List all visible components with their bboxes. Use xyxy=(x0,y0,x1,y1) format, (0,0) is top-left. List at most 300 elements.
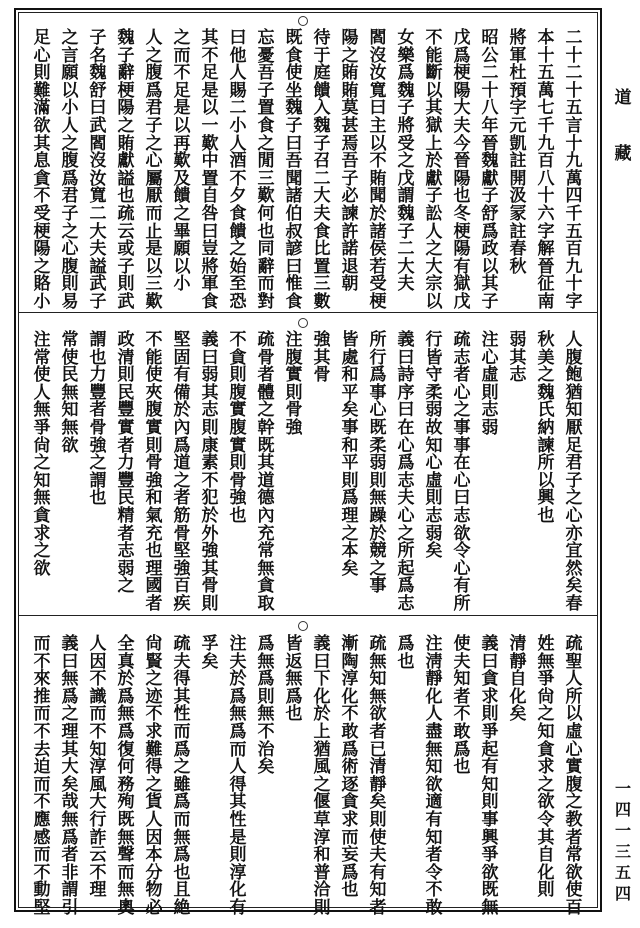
glyph: 不 xyxy=(425,880,443,901)
binding-hole-icon xyxy=(298,318,308,328)
glyph: 之 xyxy=(173,203,191,224)
text-column xyxy=(308,30,336,312)
glyph: 淳 xyxy=(229,862,247,883)
glyph: 既 xyxy=(481,880,499,901)
glyph: 之 xyxy=(565,488,583,509)
glyph: 大 xyxy=(453,98,471,119)
glyph: 事 xyxy=(369,576,387,597)
text-column xyxy=(504,636,532,724)
glyph: 則 xyxy=(229,453,247,474)
glyph: 三 xyxy=(257,168,275,189)
glyph: 爲 xyxy=(61,686,79,707)
glyph: 無 xyxy=(61,669,79,690)
glyph: 和 xyxy=(313,845,331,866)
glyph: 他 xyxy=(229,45,247,66)
text-column xyxy=(504,30,532,276)
glyph: 武 xyxy=(117,291,135,312)
glyph: 化 xyxy=(229,880,247,901)
glyph: 以 xyxy=(145,256,163,277)
glyph: 之 xyxy=(397,151,415,172)
glyph: 義 xyxy=(313,634,331,654)
glyph: 君 xyxy=(565,453,583,474)
glyph: 食 xyxy=(313,221,331,242)
glyph: 十 xyxy=(565,133,583,154)
glyph: 者 xyxy=(89,400,107,421)
glyph: 歎 xyxy=(257,186,275,207)
text-column xyxy=(224,332,252,526)
glyph: 和 xyxy=(341,365,359,386)
glyph: 義 xyxy=(397,330,415,350)
glyph: 皆 xyxy=(425,347,443,368)
glyph: 知 xyxy=(369,669,387,690)
glyph: 逐 xyxy=(341,774,359,795)
glyph: 訟 xyxy=(425,203,443,224)
glyph: 其 xyxy=(33,133,51,154)
glyph: 知 xyxy=(425,757,443,778)
glyph: 之 xyxy=(173,470,191,491)
text-column xyxy=(420,332,448,561)
vertical-char: 一 xyxy=(614,779,631,798)
text-column xyxy=(112,30,140,312)
glyph: 梗 xyxy=(369,291,387,312)
glyph: 爭 xyxy=(481,721,499,742)
glyph: 字 xyxy=(509,98,527,119)
text-column xyxy=(476,332,504,438)
glyph: 真 xyxy=(117,651,135,672)
glyph: 子 xyxy=(397,221,415,242)
glyph: 欲 xyxy=(425,774,443,795)
glyph: 將 xyxy=(509,28,527,48)
glyph: 爲 xyxy=(173,845,191,866)
glyph: 酒 xyxy=(229,151,247,172)
glyph: 十 xyxy=(481,80,499,101)
text-column xyxy=(56,636,84,918)
glyph: 則 xyxy=(117,274,135,295)
glyph: 草 xyxy=(313,809,331,830)
glyph: 之 xyxy=(117,115,135,136)
glyph: 起 xyxy=(481,739,499,760)
glyph: 無 xyxy=(61,809,79,830)
glyph: 哉 xyxy=(61,792,79,813)
glyph: 者 xyxy=(257,365,275,386)
glyph: 爲 xyxy=(481,221,499,242)
glyph: 民 xyxy=(61,365,79,386)
glyph: 迫 xyxy=(33,757,51,778)
glyph: 心 xyxy=(481,347,499,368)
glyph: 不 xyxy=(89,669,107,690)
glyph: 難 xyxy=(145,739,163,760)
glyph: 而 xyxy=(229,739,247,760)
glyph: 志 xyxy=(481,400,499,421)
glyph: 之 xyxy=(33,541,51,562)
glyph: 爲 xyxy=(397,63,415,84)
glyph: 亦 xyxy=(565,523,583,544)
glyph: 得 xyxy=(229,774,247,795)
glyph: 使 xyxy=(565,880,583,901)
glyph: 筋 xyxy=(173,505,191,526)
glyph: 而 xyxy=(173,809,191,830)
glyph: 聲 xyxy=(117,845,135,866)
text-section-top xyxy=(0,30,640,310)
glyph: 也 xyxy=(117,186,135,207)
glyph: 則 xyxy=(61,274,79,295)
glyph: 爲 xyxy=(173,792,191,813)
glyph: 息 xyxy=(33,151,51,172)
glyph: 曰 xyxy=(453,488,471,509)
glyph: 淸 xyxy=(425,651,443,672)
glyph: 於 xyxy=(425,151,443,172)
glyph: 爲 xyxy=(453,45,471,66)
glyph: 貪 xyxy=(537,739,555,760)
glyph: 故 xyxy=(425,417,443,438)
glyph: 至 xyxy=(229,274,247,295)
glyph: 也 xyxy=(397,651,415,672)
glyph: 豐 xyxy=(117,400,135,421)
glyph: 而 xyxy=(33,774,51,795)
glyph: 然 xyxy=(565,558,583,579)
text-column xyxy=(168,332,196,614)
glyph: 不 xyxy=(257,721,275,742)
glyph: 之 xyxy=(453,400,471,421)
glyph: 賄 xyxy=(117,133,135,154)
glyph: 夫 xyxy=(453,651,471,672)
glyph: 而 xyxy=(145,203,163,224)
glyph: 於 xyxy=(369,523,387,544)
glyph: 杜 xyxy=(509,63,527,84)
glyph: 常 xyxy=(33,347,51,368)
vertical-char: 四 xyxy=(614,884,631,903)
text-column xyxy=(140,30,168,312)
glyph: 子 xyxy=(313,133,331,154)
glyph: 靜 xyxy=(425,669,443,690)
glyph: 者 xyxy=(425,845,443,866)
glyph: 戊 xyxy=(453,291,471,312)
glyph: 風 xyxy=(313,757,331,778)
glyph: 不 xyxy=(173,63,191,84)
glyph: 預 xyxy=(509,80,527,101)
text-column xyxy=(112,332,140,596)
glyph: 子 xyxy=(397,98,415,119)
glyph: 召 xyxy=(313,151,331,172)
glyph: 無 xyxy=(285,669,303,690)
glyph: 五 xyxy=(565,98,583,119)
glyph: 貪 xyxy=(481,669,499,690)
glyph: 爲 xyxy=(397,634,415,654)
glyph: 魏 xyxy=(117,28,135,48)
glyph: 爲 xyxy=(257,669,275,690)
glyph: 競 xyxy=(369,541,387,562)
glyph: 人 xyxy=(145,28,163,48)
glyph: 注 xyxy=(229,634,247,654)
glyph: 願 xyxy=(173,239,191,260)
text-column xyxy=(532,332,560,526)
glyph: 則 xyxy=(341,470,359,491)
glyph: 之 xyxy=(33,256,51,277)
text-column xyxy=(28,30,56,312)
glyph: 義 xyxy=(61,634,79,654)
text-column xyxy=(392,636,420,671)
glyph: 無 xyxy=(257,704,275,725)
text-column xyxy=(196,30,224,312)
glyph: 爲 xyxy=(341,488,359,509)
glyph: 腹 xyxy=(285,347,303,368)
glyph: 二 xyxy=(397,239,415,260)
glyph: 無 xyxy=(369,651,387,672)
glyph: 子 xyxy=(565,470,583,491)
glyph: 足 xyxy=(565,435,583,456)
glyph: 爲 xyxy=(257,634,275,654)
text-column xyxy=(84,30,112,312)
glyph: 殉 xyxy=(117,792,135,813)
glyph: 有 xyxy=(453,256,471,277)
text-column xyxy=(280,30,308,312)
glyph: 不 xyxy=(229,330,247,350)
glyph: 歎 xyxy=(145,291,163,312)
glyph: 汲 xyxy=(509,186,527,207)
glyph: 何 xyxy=(257,203,275,224)
glyph: 使 xyxy=(369,827,387,848)
text-column xyxy=(560,636,588,918)
text-column xyxy=(308,332,336,385)
glyph: 求 xyxy=(537,757,555,778)
glyph: 氣 xyxy=(145,505,163,526)
glyph: 受 xyxy=(397,133,415,154)
glyph: 爲 xyxy=(341,739,359,760)
glyph: 其 xyxy=(173,686,191,707)
text-column xyxy=(364,332,392,596)
text-column xyxy=(168,30,196,294)
glyph: 二 xyxy=(565,28,583,48)
glyph: 納 xyxy=(537,417,555,438)
glyph: 甚 xyxy=(341,115,359,136)
glyph: 知 xyxy=(425,827,443,848)
glyph: 爲 xyxy=(229,686,247,707)
glyph: 辭 xyxy=(257,256,275,277)
glyph: 風 xyxy=(89,774,107,795)
glyph: 夫 xyxy=(229,651,247,672)
glyph: 食 xyxy=(201,291,219,312)
glyph: 志 xyxy=(453,505,471,526)
glyph: 聞 xyxy=(369,186,387,207)
glyph: 骨 xyxy=(201,576,219,597)
glyph: 汝 xyxy=(89,168,107,189)
glyph: 舒 xyxy=(89,80,107,101)
glyph: 庭 xyxy=(313,63,331,84)
glyph: 則 xyxy=(425,488,443,509)
glyph: 饋 xyxy=(313,80,331,101)
glyph: 以 xyxy=(173,256,191,277)
text-column xyxy=(420,636,448,918)
glyph: 使 xyxy=(33,365,51,386)
glyph: 其 xyxy=(61,739,79,760)
glyph: 主 xyxy=(369,115,387,136)
glyph: 推 xyxy=(33,686,51,707)
glyph: 不 xyxy=(453,704,471,725)
glyph: 之 xyxy=(565,792,583,813)
glyph: 於 xyxy=(313,704,331,725)
glyph: 無 xyxy=(425,739,443,760)
glyph: 尙 xyxy=(145,634,163,654)
glyph: 三 xyxy=(313,274,331,295)
glyph: 漸 xyxy=(341,634,359,654)
glyph: 之 xyxy=(257,133,275,154)
glyph: 注 xyxy=(481,330,499,350)
glyph: 食 xyxy=(257,115,275,136)
glyph: 貨 xyxy=(145,792,163,813)
glyph: 之 xyxy=(313,774,331,795)
glyph: 精 xyxy=(117,505,135,526)
glyph: 既 xyxy=(257,435,275,456)
page-number xyxy=(611,778,635,904)
glyph: 豈 xyxy=(201,239,219,260)
glyph: 惟 xyxy=(285,274,303,295)
glyph: 矣 xyxy=(565,576,583,597)
glyph: 滿 xyxy=(33,98,51,119)
glyph: 清 xyxy=(509,634,527,654)
glyph: 止 xyxy=(145,221,163,242)
glyph: 疏 xyxy=(173,634,191,654)
glyph: 骨 xyxy=(89,417,107,438)
glyph: 矣 xyxy=(425,541,443,562)
glyph: 人 xyxy=(33,382,51,403)
glyph: 以 xyxy=(537,470,555,491)
glyph: 子 xyxy=(61,203,79,224)
glyph: 既 xyxy=(117,809,135,830)
glyph: 知 xyxy=(61,400,79,421)
glyph: 之 xyxy=(229,239,247,260)
glyph: 虛 xyxy=(481,365,499,386)
glyph: 大 xyxy=(313,186,331,207)
glyph: 及 xyxy=(173,168,191,189)
glyph: 者 xyxy=(61,845,79,866)
glyph: 腹 xyxy=(61,256,79,277)
glyph: 聞 xyxy=(285,168,303,189)
vertical-char: 三 xyxy=(614,842,631,861)
glyph: 置 xyxy=(201,168,219,189)
glyph: 比 xyxy=(313,239,331,260)
glyph: 置 xyxy=(313,256,331,277)
glyph: 叔 xyxy=(285,221,303,242)
glyph: 爲 xyxy=(173,739,191,760)
glyph: 夫 xyxy=(397,274,415,295)
glyph: 曰 xyxy=(89,98,107,119)
glyph: 使 xyxy=(61,347,79,368)
glyph: 言 xyxy=(61,45,79,66)
glyph: 強 xyxy=(285,417,303,438)
glyph: 盡 xyxy=(425,721,443,742)
glyph: 全 xyxy=(117,634,135,654)
vertical-char: 五 xyxy=(614,863,631,882)
glyph: 既 xyxy=(285,28,303,48)
glyph: 之 xyxy=(145,669,163,690)
glyph: 八 xyxy=(481,98,499,119)
text-column xyxy=(280,636,308,724)
glyph: 子 xyxy=(257,80,275,101)
text-column xyxy=(364,30,392,312)
glyph: 強 xyxy=(201,541,219,562)
glyph: 美 xyxy=(537,347,555,368)
glyph: 已 xyxy=(369,739,387,760)
glyph: 入 xyxy=(313,98,331,119)
glyph: 普 xyxy=(313,862,331,883)
glyph: 百 xyxy=(173,576,191,597)
glyph: 足 xyxy=(33,28,51,48)
glyph: 陽 xyxy=(453,168,471,189)
glyph: 忘 xyxy=(257,28,275,48)
glyph: 其 xyxy=(425,98,443,119)
glyph: 事 xyxy=(481,809,499,830)
text-column xyxy=(168,636,196,918)
canon-title xyxy=(611,70,635,182)
glyph: 子 xyxy=(117,256,135,277)
glyph: 求 xyxy=(33,523,51,544)
glyph: 強 xyxy=(229,488,247,509)
glyph: 人 xyxy=(565,330,583,350)
glyph: 者 xyxy=(173,488,191,509)
glyph: 子 xyxy=(145,115,163,136)
glyph: 之 xyxy=(369,558,387,579)
glyph: 本 xyxy=(537,28,555,48)
glyph: 之 xyxy=(145,133,163,154)
glyph: 子 xyxy=(481,291,499,312)
text-column xyxy=(504,332,532,385)
glyph: 而 xyxy=(33,634,51,654)
glyph: 受 xyxy=(369,274,387,295)
glyph: 之 xyxy=(537,365,555,386)
glyph: 朝 xyxy=(341,274,359,295)
glyph: 不 xyxy=(33,721,51,742)
glyph: 冡 xyxy=(509,203,527,224)
glyph: 義 xyxy=(481,634,499,654)
glyph: 於 xyxy=(173,400,191,421)
glyph: 食 xyxy=(285,291,303,312)
glyph: 堅 xyxy=(173,330,191,350)
glyph: 非 xyxy=(61,862,79,883)
glyph: 淳 xyxy=(89,757,107,778)
glyph: 不 xyxy=(145,330,163,350)
glyph: 無 xyxy=(33,400,51,421)
glyph: 固 xyxy=(173,347,191,368)
glyph: 之 xyxy=(341,523,359,544)
glyph: 則 xyxy=(481,704,499,725)
glyph: 弱 xyxy=(425,523,443,544)
glyph: 不 xyxy=(369,151,387,172)
glyph: 則 xyxy=(369,809,387,830)
glyph: 獻 xyxy=(117,151,135,172)
glyph: 無 xyxy=(117,704,135,725)
glyph: 欲 xyxy=(481,862,499,883)
glyph: 以 xyxy=(61,80,79,101)
glyph: 數 xyxy=(313,291,331,312)
glyph: 侯 xyxy=(369,239,387,260)
glyph: 陽 xyxy=(33,239,51,260)
glyph: 矣 xyxy=(257,757,275,778)
glyph: 諫 xyxy=(537,435,555,456)
glyph: 平 xyxy=(341,382,359,403)
glyph: 尙 xyxy=(537,686,555,707)
glyph: 應 xyxy=(33,809,51,830)
glyph: 令 xyxy=(453,541,471,562)
glyph: 大 xyxy=(61,757,79,778)
glyph: 能 xyxy=(145,347,163,368)
glyph: 子 xyxy=(425,186,443,207)
glyph: 國 xyxy=(145,576,163,597)
glyph: 百 xyxy=(565,239,583,260)
glyph: 務 xyxy=(117,774,135,795)
glyph: 弱 xyxy=(481,417,499,438)
glyph: 注 xyxy=(33,330,51,350)
glyph: 所 xyxy=(369,330,387,350)
